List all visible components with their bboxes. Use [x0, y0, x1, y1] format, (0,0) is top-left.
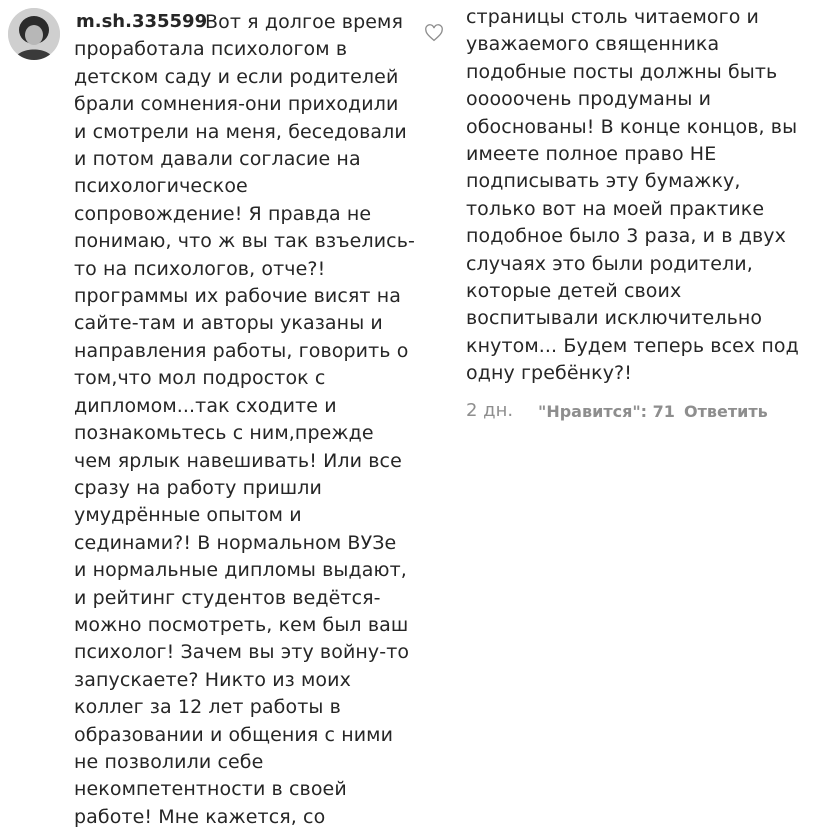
heart-icon[interactable]	[424, 24, 444, 42]
comment-line: сединами?! В нормальном ВУЗе	[74, 531, 397, 554]
comment-line: сразу на работу пришли	[74, 476, 322, 499]
comment-line: том,что мол подросток с	[74, 367, 326, 390]
comment-line: подобные посты должны быть	[466, 60, 778, 83]
comment-line: только вот на моей практике	[466, 197, 765, 220]
comment-line: умудрённые опытом и	[74, 504, 302, 527]
comment-text-left	[74, 9, 415, 831]
avatar[interactable]	[8, 8, 60, 60]
comment-line: понимаю, что ж вы так взъелись-	[74, 230, 415, 253]
comment-line: психолог! Зачем вы эту войну-то	[74, 641, 410, 664]
comment-line: проработала психологом в	[74, 38, 348, 61]
comment-line: коллег за 12 лет работы в	[74, 696, 341, 719]
comment-line: направления работы, говорить о	[74, 339, 409, 362]
comment-line: не позволили себе	[74, 750, 264, 773]
comment-line: и нормальные дипломы выдают,	[74, 559, 407, 582]
comment-line: образовании и общения с ними	[74, 723, 394, 746]
comment-line: воспитывали исключительно	[466, 307, 763, 330]
comment-line: можно посмотреть, кем был ваш	[74, 613, 409, 636]
comment-line: и потом давали согласие на	[74, 148, 361, 171]
comment-line: обоснованы! В конце концов, вы	[466, 115, 798, 138]
comment-line: брали сомнения-они приходили	[74, 93, 399, 116]
avatar-image	[8, 8, 60, 60]
comment-line: уважаемого священника	[466, 33, 720, 56]
comment-line: Вот я долгое время	[205, 11, 403, 33]
comment-text-right	[466, 4, 799, 388]
comment-line: работе! Мне кажется, со	[74, 805, 326, 828]
comment-time[interactable]: 2 дн.	[466, 400, 514, 421]
comment-line: детском саду и если родителей	[74, 65, 399, 88]
comment-line: познакомьтесь с ним,прежде	[74, 422, 374, 445]
comment-line: ооооочень продуманы и	[466, 88, 712, 111]
comment-line: случаях это были родители,	[466, 252, 753, 275]
comment-line: сопровождение! Я правда не	[74, 202, 372, 225]
comment-line: кнутом... Будем теперь всех под	[466, 334, 799, 357]
comment-line: подписывать эту бумажку,	[466, 170, 741, 193]
comment-line: сайте-там и авторы указаны и	[74, 312, 383, 335]
comment-line: программы их рабочие висят на	[74, 285, 401, 308]
comment-line: запускаете? Никто из моих	[74, 668, 351, 691]
comment-line: страницы столь читаемого и	[466, 6, 760, 28]
comment-username[interactable]: m.sh.335599	[76, 11, 208, 32]
comment-line: которые детей своих	[466, 280, 682, 303]
comment-line: и рейтинг студентов ведётся-	[74, 586, 381, 609]
comment-line: и смотрели на меня, беседовали	[74, 120, 407, 143]
reply-button[interactable]: Ответить	[684, 402, 768, 421]
comment-line: то на психологов, отче?!	[74, 257, 326, 280]
comment-line: подобное было 3 раза, и в двух	[466, 225, 786, 248]
comment-line: одну гребёнку?!	[466, 362, 632, 385]
likes-count[interactable]: "Нравится": 71	[538, 402, 675, 421]
comment-line: имеете полное право НЕ	[466, 143, 717, 166]
comment-line: дипломом...так сходите и	[74, 394, 337, 417]
comment-line: психологическое	[74, 175, 248, 198]
comment-line: некомпетентности в своей	[74, 778, 347, 801]
comment-line: чем ярлык навешивать! Или все	[74, 449, 402, 472]
